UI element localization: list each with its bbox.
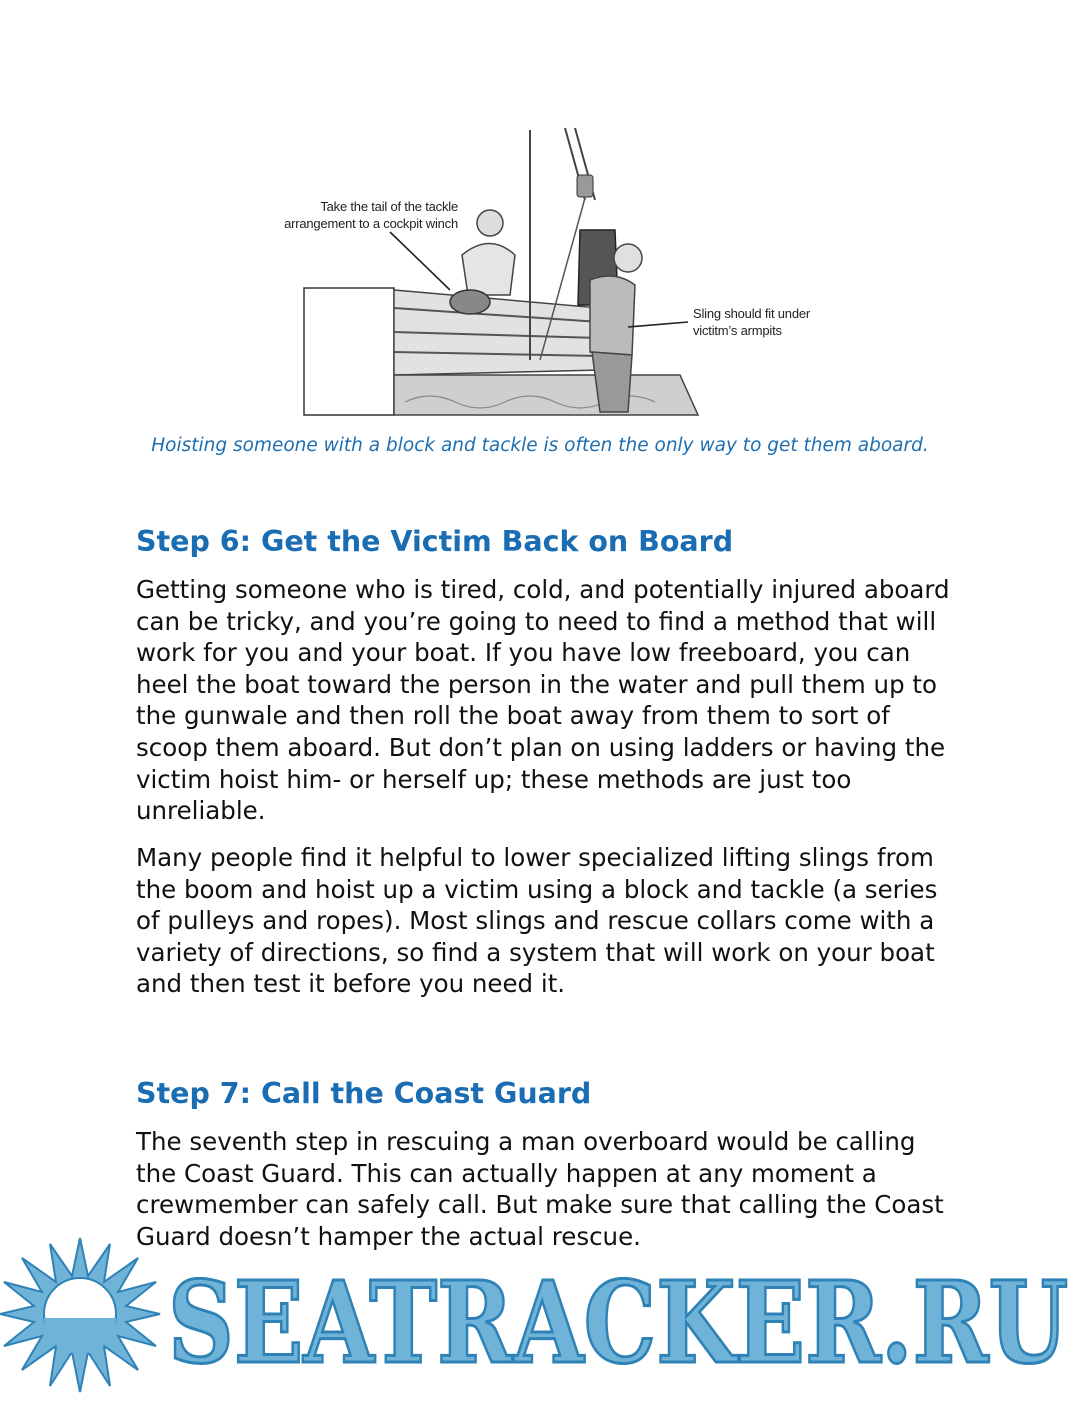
watermark-text: SEATRACKER.RU bbox=[168, 1258, 1068, 1389]
rescue-illustration bbox=[240, 120, 860, 425]
figure-label-winch-line-1: Take the tail of the tackle bbox=[320, 199, 458, 214]
step6-heading: Step 6: Get the Victim Back on Board bbox=[136, 525, 734, 558]
sun-logo-icon bbox=[0, 1238, 160, 1392]
figure-label-sling bbox=[693, 305, 858, 339]
figure-caption: Hoisting someone with a block and tackle is often the only way to get them aboard. bbox=[151, 435, 929, 456]
figure-label-sling-line-2: victitm’s armpits bbox=[693, 323, 782, 338]
step6-paragraph-1: Getting someone who is tired, cold, and potentially injured aboard can be tricky, and you’re going to need to find a method that will work for you and your boat. If you have low freeboard, you can heel the boat toward the person in the water and pull them up to the gunwale and then roll the boat away from them to sort of scoop them aboard. But don’t plan on using ladders or having the victim hoist him- or herself up; these methods are just too unreliable. bbox=[136, 575, 950, 826]
step6-paragraph-2: Many people find it helpful to lower specialized lifting slings from the boom and hoist up a victim using a block and tackle (a series of pulleys and ropes). Most slings and rescue collars come with a variety of directions, so find a system that will work on your boat and then test it before you need it. bbox=[136, 843, 938, 999]
watermark bbox=[0, 1236, 1080, 1397]
figure-label-sling-line-1: Sling should fit under bbox=[693, 306, 811, 321]
step7-paragraph-1: The seventh step in rescuing a man overboard would be calling the Coast Guard. This can actually happen at any moment a crewmember can safely call. But make sure that calling the Coast Guard doesn’t hamper the actual rescue. bbox=[136, 1127, 944, 1251]
step7-heading: Step 7: Call the Coast Guard bbox=[136, 1077, 592, 1110]
figure-label-winch bbox=[248, 198, 458, 232]
figure-label-winch-line-2: arrangement to a cockpit winch bbox=[284, 216, 458, 231]
